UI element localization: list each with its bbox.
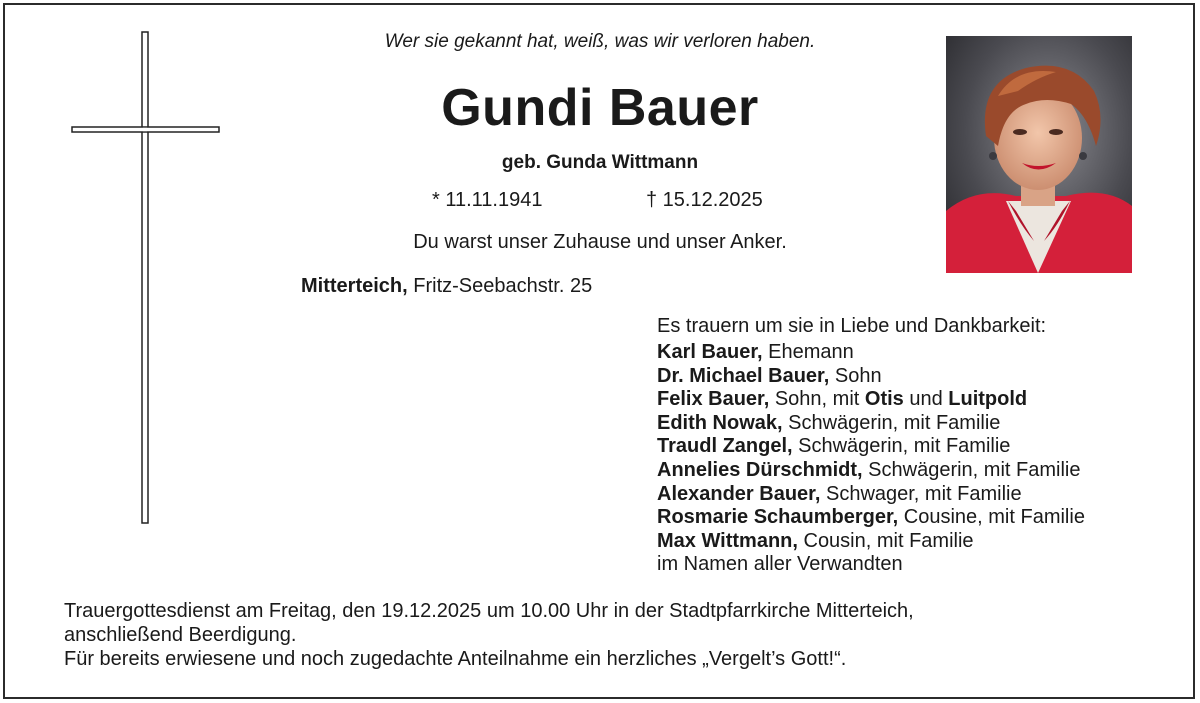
mourner-item (657, 365, 1085, 389)
mourners-intro: Es trauern um sie in Liebe und Dankbarkeit: (657, 315, 1047, 337)
mourner-relation: Cousin, mit Familie (797, 529, 974, 552)
mourner-relation: Cousine, mit Familie (898, 506, 1085, 529)
mourner-relation: Sohn, mit (769, 388, 865, 411)
footer-notice (64, 599, 1164, 671)
deceased-name: Gundi Bauer (441, 79, 759, 137)
mourner-relation: Schwägerin, mit Familie (862, 458, 1081, 481)
address-street: Fritz-Seebachstr. 25 (407, 275, 593, 297)
mourner-name: Alexander Bauer, (657, 482, 821, 505)
portrait-photo (946, 36, 1132, 273)
mourner-name: Annelies Dürschmidt, (657, 458, 863, 481)
mourner-name: Felix Bauer, (657, 388, 770, 411)
mourner-name: Rosmarie Schaumberger, (657, 506, 899, 529)
mourner-name: Traudl Zangel, (657, 435, 793, 458)
birth-name: geb. Gunda Wittmann (501, 152, 699, 173)
quote: Du warst unser Zuhause und unser Anker. (413, 231, 787, 253)
address (301, 275, 592, 298)
mourner-relation: Ehemann (762, 341, 854, 363)
mourner-name: Max Wittmann, (657, 529, 798, 552)
mourner-relation: Schwägerin, mit Familie (782, 411, 1001, 434)
grandchild-name: Luitpold (948, 388, 1028, 411)
thanks-line: Für bereits erwiesene und noch zugedachte Anteilnahme ein herzliches „Vergelt’s Gott!“. (64, 648, 847, 670)
mourner-name: Karl Bauer, (657, 341, 763, 363)
mourner-relation: Sohn (829, 364, 882, 387)
conjunction: und (903, 388, 949, 411)
mourner-name: Edith Nowak, (657, 411, 783, 434)
cross-icon (71, 31, 221, 526)
burial-line: anschließend Beerdigung. (64, 624, 297, 646)
mourner-relation: Schwägerin, mit Familie (792, 435, 1011, 458)
address-town: Mitterteich, (301, 275, 408, 297)
mourner-item (657, 341, 1085, 365)
mourner-item (657, 459, 1085, 483)
mourner-item (657, 435, 1085, 459)
mourner-item (657, 388, 1085, 412)
mourners-closing: im Namen aller Verwandten (657, 553, 903, 576)
mourner-name: Dr. Michael Bauer, (657, 364, 830, 387)
motto: Wer sie gekannt hat, weiß, was wir verloren haben. (384, 31, 816, 52)
mourner-item (657, 412, 1085, 436)
mourners-list (657, 341, 1085, 577)
birth-date: * 11.11.1941 (432, 189, 543, 211)
mourner-relation: Schwager, mit Familie (820, 482, 1022, 505)
death-date: † 15.12.2025 (646, 189, 763, 211)
mourner-item (657, 483, 1085, 507)
mourner-item (657, 506, 1085, 530)
grandchild-name: Otis (864, 388, 904, 411)
funeral-service-line: Trauergottesdienst am Freitag, den 19.12.2025 um 10.00 Uhr in der Stadtpfarrkirche Mitterteich, (64, 600, 914, 622)
mourner-item (657, 530, 1085, 554)
